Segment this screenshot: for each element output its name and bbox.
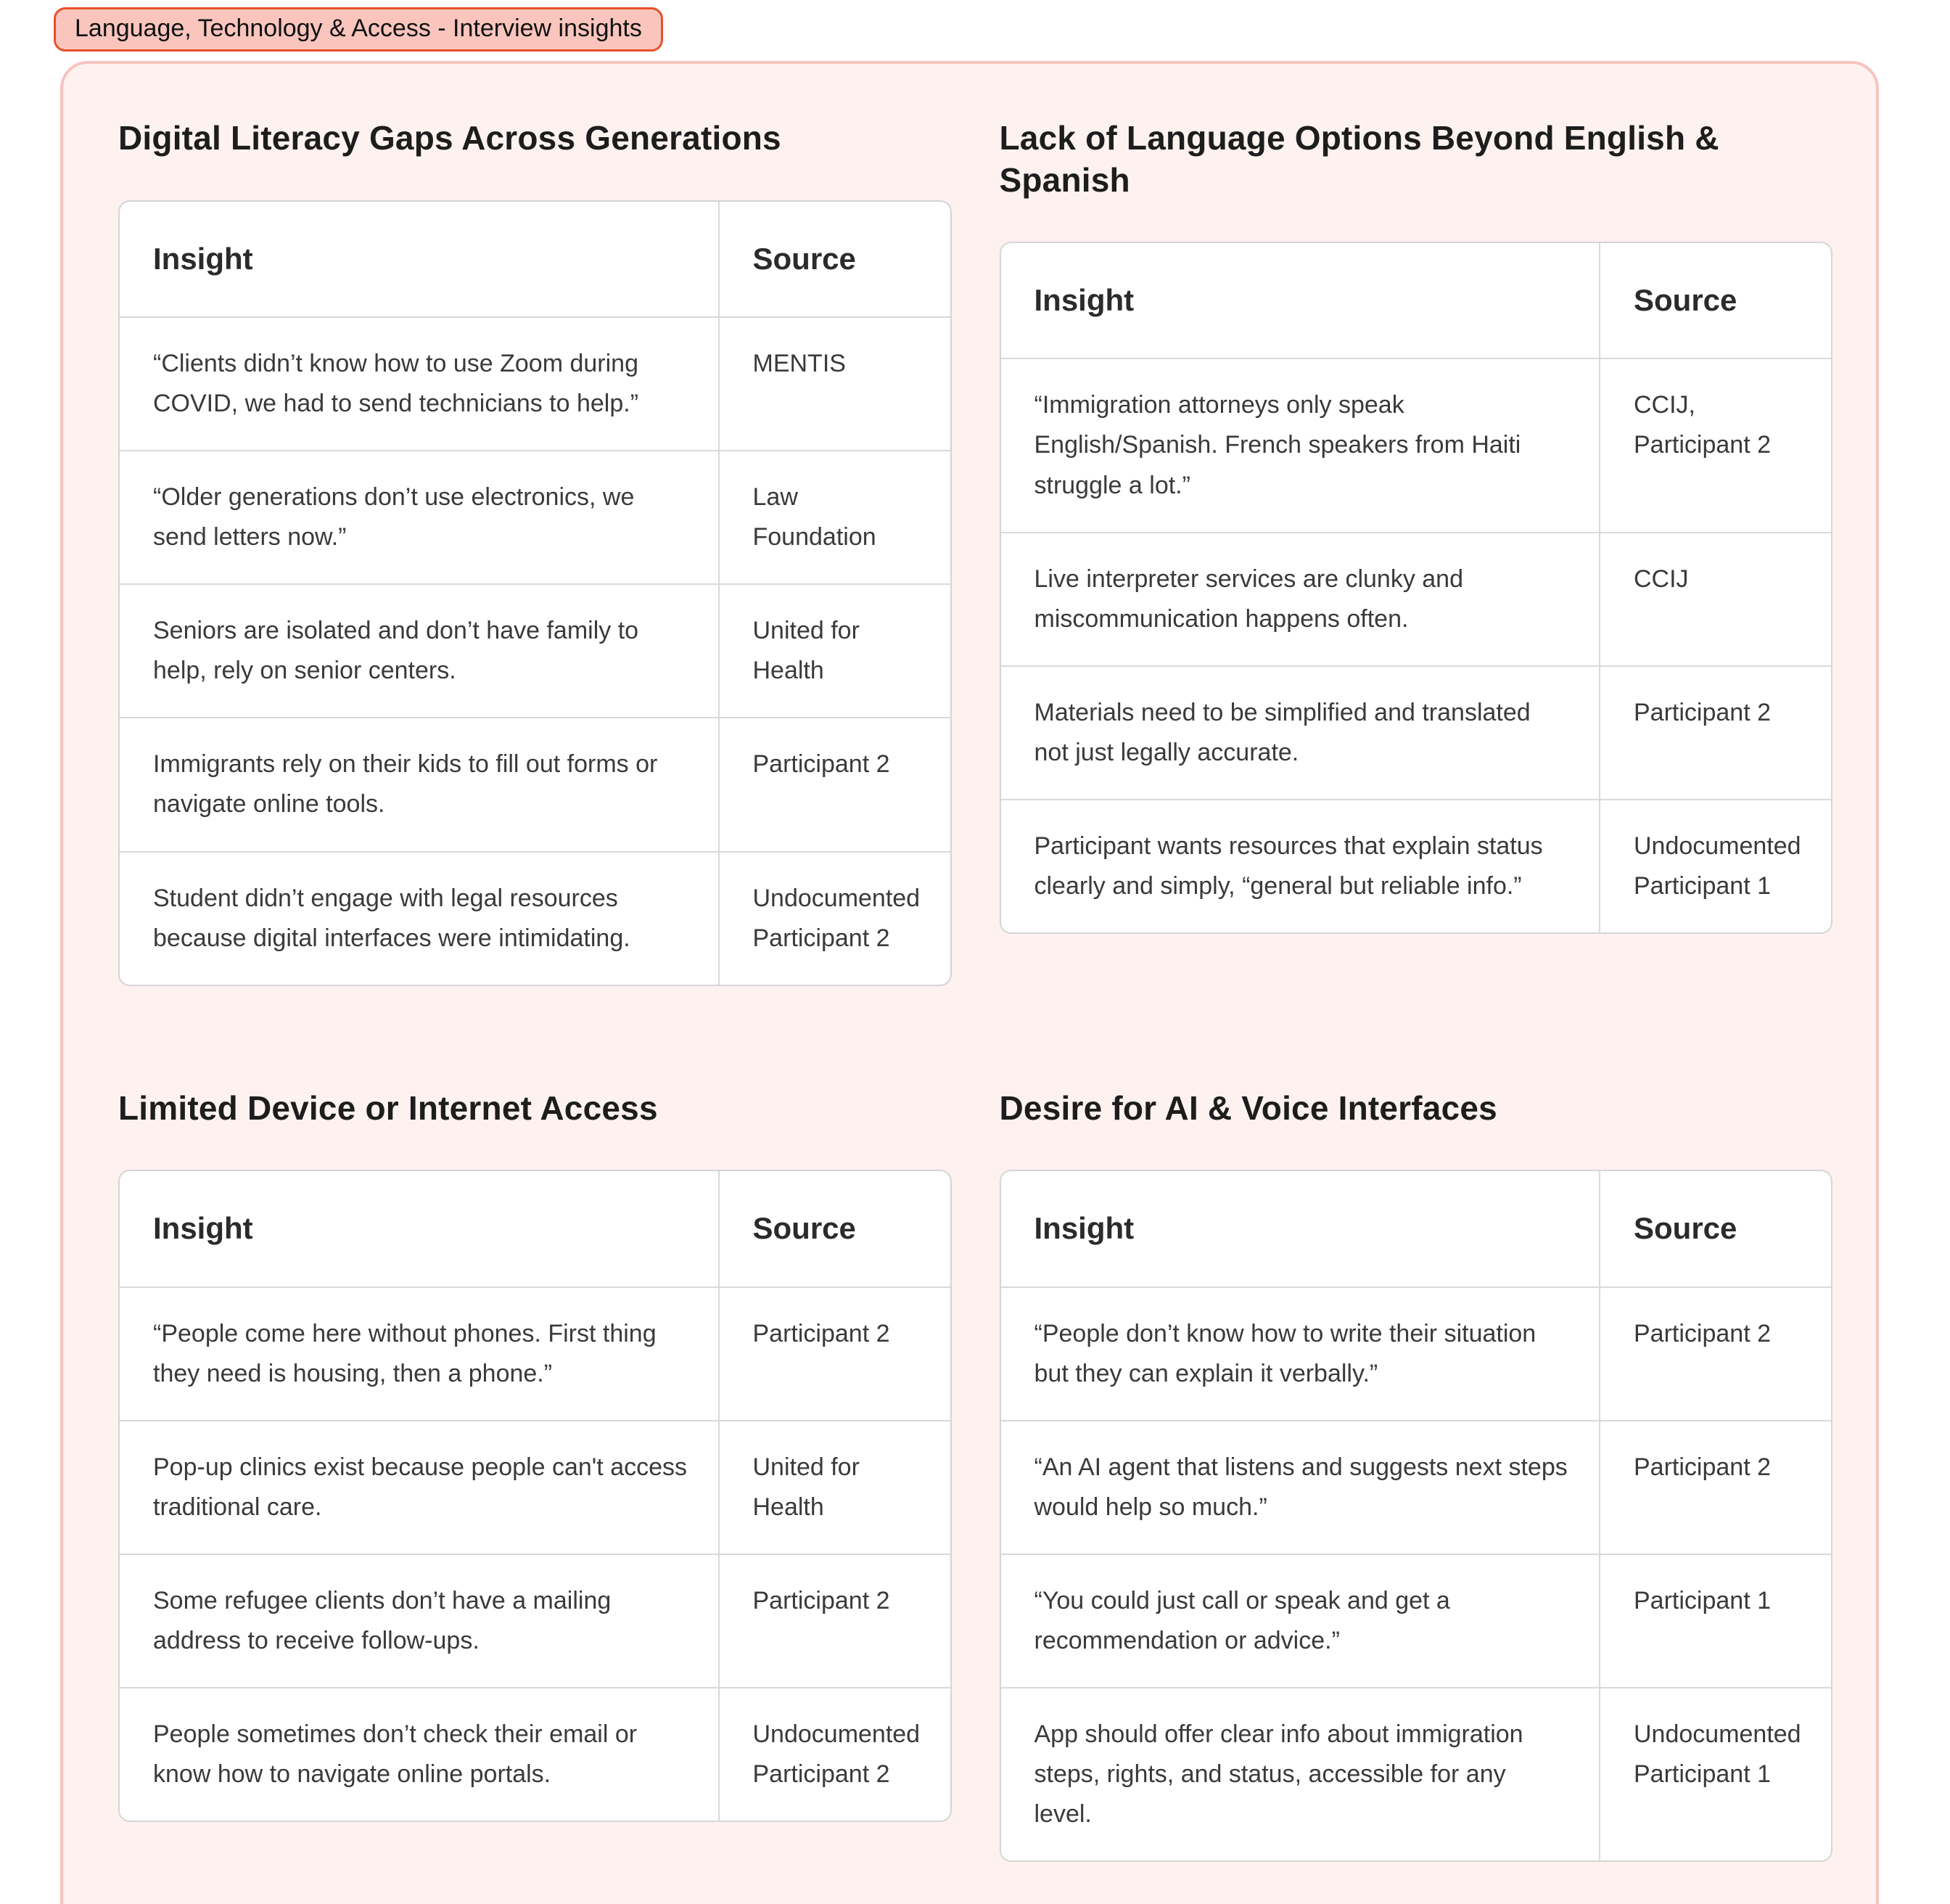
insight-cell: “Older generations don’t use electronics, we send letters now.” [120,450,718,583]
section-device-internet-access [118,1088,952,1823]
insight-cell: “Immigration attorneys only speak English/Spanish. French speakers from Haiti struggle a lot.” [1001,358,1600,531]
insight-cell: Live interpreter services are clunky and miscommunication happens often. [1001,532,1600,665]
source-cell: Participant 2 [718,1287,950,1420]
source-cell: Participant 1 [1599,1554,1831,1687]
source-cell: Undocumented Participant 2 [718,851,950,985]
insights-board [60,61,1879,1904]
source-cell: United for Health [718,583,950,717]
board-tag[interactable] [54,7,663,52]
insights-table [1000,242,1833,934]
insights-table [118,200,952,986]
insight-cell: “You could just call or speak and get a recommendation or advice.” [1001,1554,1600,1687]
section-title: Limited Device or Internet Access [118,1088,658,1127]
source-cell: Participant 2 [718,717,950,850]
source-cell: CCIJ, Participant 2 [1599,358,1831,531]
column-header-insight: Insight [1034,283,1135,317]
source-cell: Law Foundation [718,450,950,583]
column-header-source: Source [718,202,950,316]
column-header-source: Source [1599,243,1831,358]
section-title: Digital Literacy Gaps Across Generations [118,119,781,157]
column-header-source: Source [1599,1171,1831,1286]
insight-cell: Student didn’t engage with legal resources because digital interfaces were intimidating. [120,851,718,985]
insight-cell: Seniors are isolated and don’t have family to help, rely on senior centers. [120,583,718,717]
section-title: Lack of Language Options Beyond English & Spanish [999,119,1719,199]
insight-cell: “People come here without phones. First thing they need is housing, then a phone.” [120,1287,718,1420]
insight-cell: Participant wants resources that explain status clearly and simply, “general but reliable info.” [1001,799,1600,932]
section-title: Desire for AI & Voice Interfaces [999,1088,1497,1127]
column-header-insight: Insight [1034,1211,1135,1246]
insight-cell: Immigrants rely on their kids to fill out forms or navigate online tools. [120,717,718,850]
insight-cell: App should offer clear info about immigration steps, rights, and status, accessible for any level. [1001,1687,1600,1860]
column-header-insight: Insight [153,241,253,276]
source-cell: Undocumented Participant 1 [1599,1687,1831,1860]
source-cell: CCIJ [1599,532,1831,665]
insight-cell: “People don’t know how to write their situation but they can explain it verbally.” [1001,1287,1600,1420]
insight-cell: “Clients didn’t know how to use Zoom during COVID, we had to send technicians to help.” [120,316,718,450]
source-cell: Undocumented Participant 1 [1599,799,1831,932]
section-language-options [1000,118,1833,934]
source-cell: Participant 2 [1599,1287,1831,1420]
column-header-insight: Insight [153,1211,253,1246]
insight-cell: “An AI agent that listens and suggests next steps would help so much.” [1001,1420,1600,1554]
insight-cell: Materials need to be simplified and translated not just legally accurate. [1001,665,1600,799]
source-cell: Undocumented Participant 2 [718,1687,950,1821]
insight-cell: Pop-up clinics exist because people can't access traditional care. [120,1420,718,1554]
section-digital-literacy-gaps [118,118,952,986]
board-tag-label: Language, Technology & Access - Interview insights [75,15,642,42]
column-header-source: Source [718,1171,950,1286]
insight-cell: Some refugee clients don’t have a mailing address to receive follow-ups. [120,1554,718,1687]
source-cell: Participant 2 [1599,1420,1831,1554]
source-cell: Participant 2 [718,1554,950,1687]
section-ai-voice-interfaces [1000,1088,1833,1863]
insight-cell: People sometimes don’t check their email or know how to navigate online portals. [120,1687,718,1821]
source-cell: United for Health [718,1420,950,1554]
insights-table [118,1170,952,1822]
source-cell: MENTIS [718,316,950,450]
source-cell: Participant 2 [1599,665,1831,799]
insights-table [1000,1170,1833,1862]
